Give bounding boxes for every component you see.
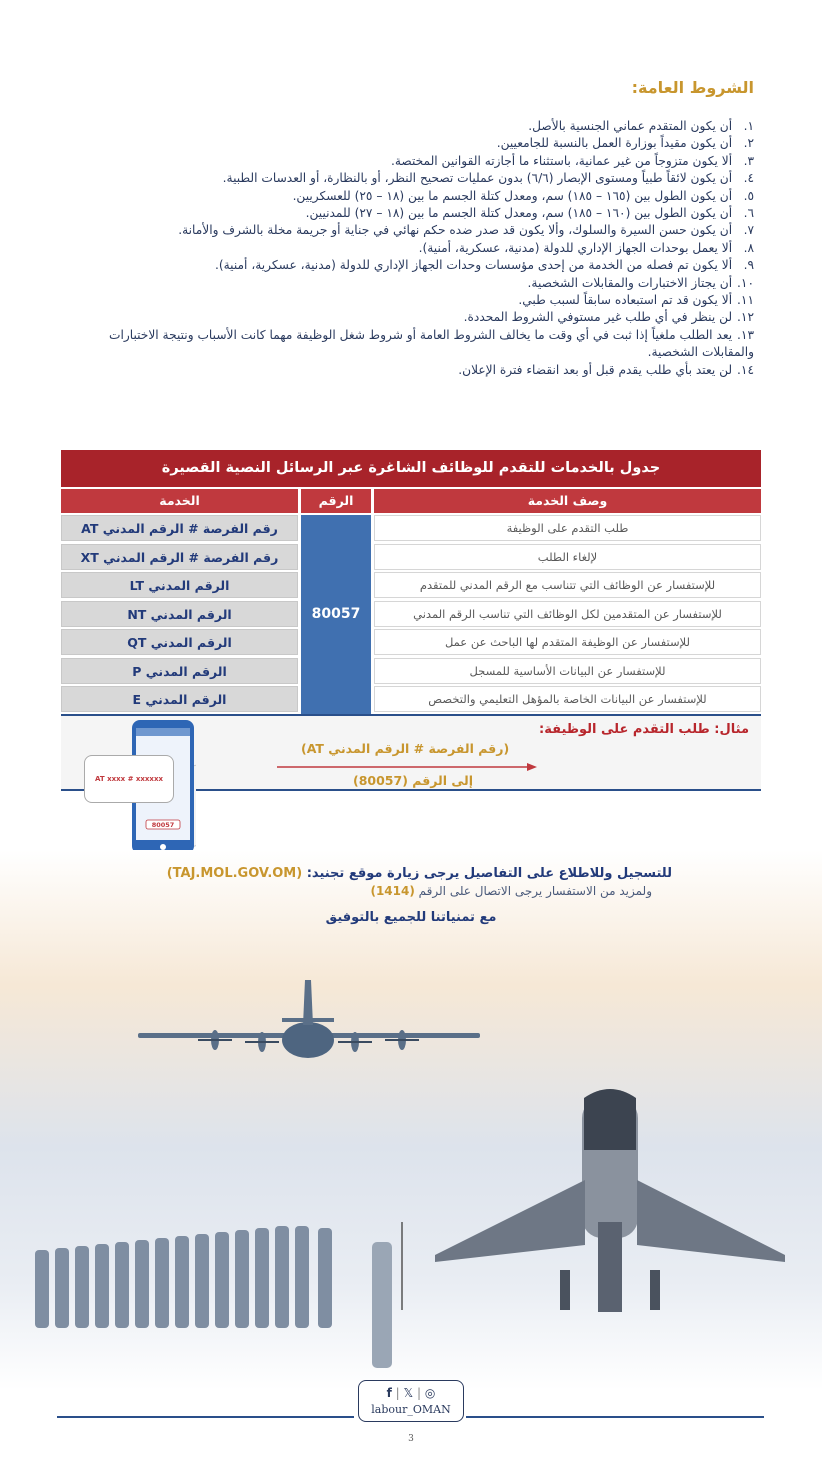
help-number: (1414) [370,884,415,898]
service-code-cell: رقم الفرصة # الرقم المدني AT [61,515,298,541]
col-header-description: وصف الخدمة [374,489,761,513]
footer-rule-left [57,1416,354,1418]
condition-text: ألا يكون تم فصله من الخدمة من إحدى مؤسسات وحدات الجهاز الإداري للدولة (مدنية، عسكرية، أمنية). [215,258,733,273]
service-code-cell: الرقم المدني QT [61,629,298,655]
condition-number: ٤. [743,171,754,186]
service-description-cell: لإلغاء الطلب [374,544,761,570]
facebook-icon[interactable]: f [386,1386,392,1400]
social-handle[interactable]: labour_OMAN [371,1403,451,1416]
condition-item [54,188,754,205]
condition-text: أن يكون لائقاً طبياً ومستوى الإبصار (٦/٦) بدون عمليات تصحيح النظر، أو بالنظارة، أو العدسات الطبية. [222,171,733,186]
wish-text: مع تمنياتنا للجميع بالتوفيق [325,910,497,925]
sms-number-cell: 80057 [301,515,371,714]
footer-rule-right [466,1416,764,1418]
condition-number: ٣. [743,153,754,168]
condition-text: أن يكون مقيداً بوزارة العمل بالنسبة للجامعيين. [496,136,733,151]
condition-item [54,222,754,239]
condition-text: لن يعتد بأي طلب يقدم قبل أو بعد انقضاء فترة الإعلان. [458,362,733,377]
col-header-number: الرقم [301,489,371,513]
condition-number: ١١. [737,293,754,308]
example-message: (رقم الفرصة # الرقم المدني AT) [301,741,510,756]
condition-text: أن يكون المتقدم عماني الجنسية بالأصل. [528,119,733,133]
condition-number: ١. [743,119,754,133]
service-description-cell: للإستفسار عن الوظائف التي تتناسب مع الرقم المدني للمتقدم [374,572,761,598]
condition-number: ٧. [743,223,754,238]
condition-number: ١٠. [737,275,754,290]
condition-text: لن ينظر في أي طلب غير مستوفي الشروط المحددة. [463,310,733,325]
service-description-cell: للإستفسار عن البيانات الخاصة بالمؤهل التعليمي والتخصص [374,686,761,712]
condition-text: أن يجتاز الاختبارات والمقابلات الشخصية. [527,275,733,290]
condition-item [54,292,754,309]
condition-item [54,118,754,135]
condition-item [54,135,754,152]
example-title: مثال: طلب التقدم على الوظيفة: [539,722,749,737]
social-icons: f | 𝕏 | ◎ [386,1386,436,1400]
table-title: جدول بالخدمات للتقدم للوظائف الشاغرة عبر الرسائل النصية القصيرة [61,450,761,487]
condition-number: ٢. [743,136,754,151]
registration-info [167,866,672,881]
conditions-heading: الشروط العامة: [631,78,754,97]
sms-bubble: AT xxxx # xxxxxx [84,755,174,803]
condition-item [54,362,754,379]
condition-number: ١٣. [737,327,754,342]
condition-number: ١٤. [737,362,754,377]
service-description-cell: للإستفسار عن المتقدمين لكل الوظائف التي تناسب الرقم المدني [374,601,761,627]
service-code-cell: الرقم المدني LT [61,572,298,598]
condition-number: ١٢. [737,310,754,325]
condition-text: ألا يكون قد تم استبعاده سابقاً لسبب طبي. [518,293,733,308]
conditions-list [54,118,754,379]
military-scene-image [0,850,822,1390]
social-media-box [358,1380,464,1422]
condition-number: ٨. [743,240,754,255]
registration-text: للتسجيل وللاطلاع على التفاصيل يرجى زيارة موقع تجنيد: [306,866,672,881]
service-code-cell: الرقم المدني NT [61,601,298,627]
instagram-icon[interactable]: ◎ [424,1386,436,1400]
condition-text: يعد الطلب ملغياً إذا ثبت في أي وقت ما يخالف الشروط العامة أو شروط شغل الوظيفة مهما كانت الأسباب ونتيجة الاختبارات والمقابلات الشخصية. [108,327,754,360]
condition-item [54,170,754,187]
condition-number: ٦. [743,206,754,221]
service-code-cell: الرقم المدني P [61,658,298,684]
service-description-cell: للإستفسار عن البيانات الأساسية للمسجل [374,658,761,684]
help-info [370,884,652,898]
condition-text: ألا يعمل بوحدات الجهاز الإداري للدولة (مدنية، عسكرية، أمنية). [418,240,733,255]
service-description-cell: للإستفسار عن الوظيفة المتقدم لها الباحث عن عمل [374,629,761,655]
condition-item [54,153,754,170]
x-icon[interactable]: 𝕏 [403,1386,414,1400]
help-text: ولمزيد من الاستفسار يرجى الاتصال على الرقم [418,884,652,898]
registration-site-link[interactable]: (TAJ.MOL.GOV.OM) [166,866,303,881]
arrow-right-icon [277,762,537,772]
condition-number: ٩. [743,258,754,273]
page-number: 3 [408,1434,414,1444]
condition-number: ٥. [743,188,754,203]
condition-item [54,240,754,257]
condition-item [54,275,754,292]
condition-text: ألا يكون متزوجاً من غير عمانية، باستثناء ما أجازته القوانين المختصة. [391,153,733,168]
service-code-cell: رقم الفرصة # الرقم المدني XT [61,544,298,570]
condition-item [54,257,754,274]
condition-item [54,309,754,326]
condition-text: أن يكون الطول بين (١٦٥ – ١٨٥) سم، ومعدل كتلة الجسم ما بين (١٨ – ٢٥) للعسكريين. [292,188,733,203]
condition-item [54,205,754,222]
condition-text: أن يكون حسن السيرة والسلوك، وألا يكون قد صدر ضده حكم نهائي في جناية أو جريمة مخلة بالشرف والأمانة. [178,223,733,238]
phone-number-text: 80057 [151,821,175,829]
service-code-cell: الرقم المدني E [61,686,298,712]
condition-item [54,327,754,362]
condition-text: أن يكون الطول بين (١٦٠ – ١٨٥) سم، ومعدل كتلة الجسم ما بين (١٨ – ٢٧) للمدنيين. [305,206,733,221]
example-recipient: إلى الرقم (80057) [353,773,474,788]
col-header-service: الخدمة [61,489,298,513]
service-description-cell: طلب التقدم على الوظيفة [374,515,761,541]
